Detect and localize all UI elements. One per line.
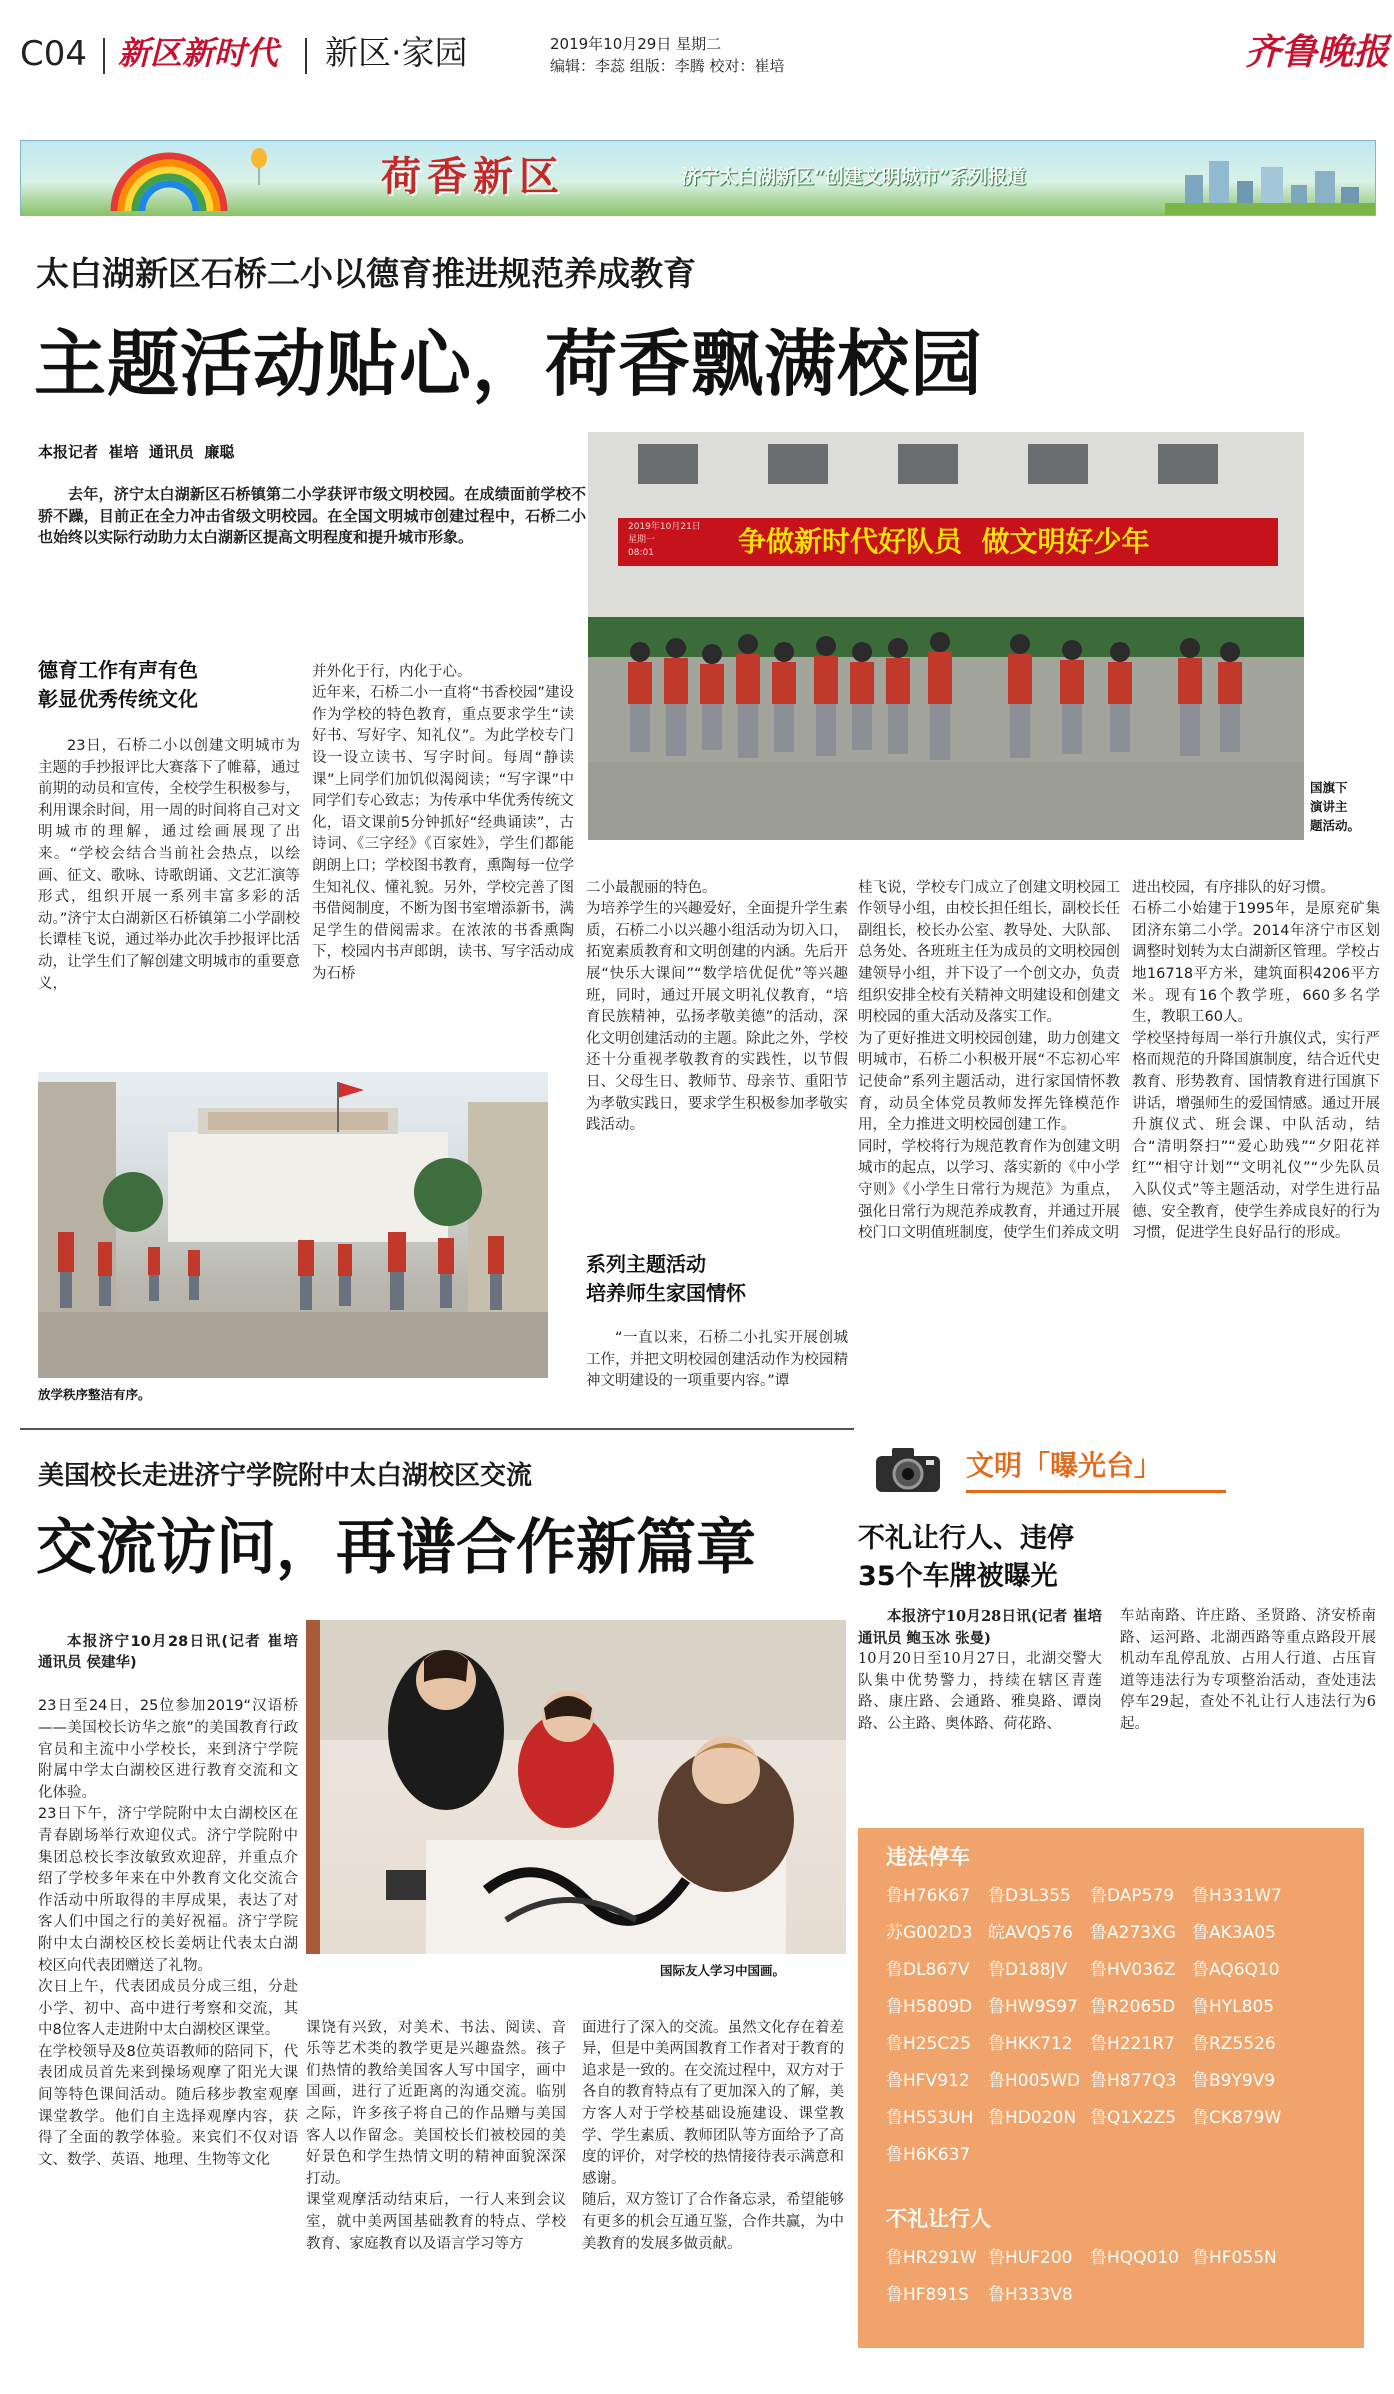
photo1-sign-text: 争做新时代好队员 做文明好少年 bbox=[738, 525, 1150, 558]
flag-ceremony-photo bbox=[588, 432, 1304, 840]
article1-column-4 bbox=[858, 856, 1120, 1266]
article1-col1-text: 23日，石桥二小以创建文明城市为主题的手抄报评比大赛落下了帷幕，通过前期的动员和宣传，全校学生积极参与，利用课余时间，用一周的时间将自己对文明城市的理解，通过绘画展现了出来。“学校会结合当前社会热点，以绘画、征文、歌咏、诗歌朗诵、文艺汇演等形式，组织开展一系列丰富多彩的活动。”济宁太白湖新区石桥镇第二小学副校长谭桂飞说，通过举办此次手抄报评比活动，让学生们了解创建文明城市的重要意义， bbox=[38, 738, 300, 992]
license-plate: 鲁HR291W bbox=[886, 2248, 977, 2268]
article1-col3b-text: “一直以来，石桥二小扎实开展创城工作，并把文明校园创建活动作为校园精神文明建设的一项重要内容。”谭 bbox=[586, 1330, 848, 1390]
license-plate: 鲁RZ5526 bbox=[1192, 2034, 1276, 2054]
no-yield-list bbox=[886, 2240, 1356, 2314]
photo3-caption: 国际友人学习中国画。 bbox=[660, 1963, 786, 1978]
license-plate: 鲁HF891S bbox=[886, 2285, 969, 2305]
article3-column-1 bbox=[858, 1606, 1102, 1736]
license-plate: 鲁HYL805 bbox=[1192, 1997, 1275, 2017]
exposure-column-title: 文明「曝光台」 bbox=[966, 1449, 1163, 1482]
article2-column-2 bbox=[306, 1996, 566, 2277]
article1-column-3b bbox=[586, 1328, 848, 1393]
article3-column-2 bbox=[1120, 1606, 1376, 1736]
license-plate: 鲁H005WD bbox=[988, 2071, 1081, 2091]
license-plate: 鲁H5809D bbox=[886, 1997, 973, 2017]
section-title: 新区·家园 bbox=[325, 33, 468, 72]
article1-column-1 bbox=[38, 736, 300, 995]
painting-lesson-illustration bbox=[306, 1620, 846, 1954]
license-plate: 鲁D188JV bbox=[988, 1960, 1068, 1980]
license-plate: 鲁HKK712 bbox=[988, 2034, 1073, 2054]
article1-byline: 本报记者 崔培 通讯员 廉聪 bbox=[38, 443, 235, 461]
article1-col4-text: 桂飞说，学校专门成立了创建文明校园工作领导小组，由校长担任组长，副校长任副组长，校长办公室、教导处、大队部、总务处、各班班主任为成员的文明校园创建领导小组，并下设了一个创文办，负责组织安排全校有关精神文明建设和创建文明校园的重大活动及落实工作。 为了更好推进文明校园创建，助力创建文明城市，石桥二小积极开展“不忘初心牢记使命”系列主题活动，进行家国情怀教育，动员全体党员教师发挥先锋模范作用，全力推进文明校园创建工作。 同时，学校将行为规范教育作为创建文明城市的起点，以学习、落实新的《中小学守则》《小学生日常行为规范》为重点，强化日常行为规范养成教育，并通过开展校门口文明值班制度，使学生们养成文明 bbox=[858, 879, 1120, 1242]
rainbow-icon bbox=[99, 141, 239, 215]
license-plate: 鲁H333V8 bbox=[988, 2285, 1073, 2305]
banner-subtitle: 济宁太白湖新区“创建文明城市”系列报道 bbox=[681, 166, 1026, 188]
article3-text-b: 车站南路、许庄路、圣贤路、济安桥南路、运河路、北湖西路等重点路段开展机动车乱停乱放、占用人行道、占压盲道等违法行为专项整治活动，查处违法停车29起，查处不礼让行人违法行为6起。 bbox=[1120, 1608, 1376, 1732]
license-plate: 鲁H6K637 bbox=[886, 2145, 971, 2165]
article2-col3-text: 面进行了深入的交流。虽然文化存在着差异，但是中美两国教育工作者对于教育的追求是一致的。在交流过程中，双方对于各自的教育特点有了更加深入的了解，美方客人对于学校基础设施建设、课堂教学、学生素质、教师团队等方面给予了高度的评价，对学校的热情接待表示满意和感谢。 随后，双方签订了合作备忘录，希望能够有更多的机会互通互鉴，合作共赢，为中美教育的发展多做贡献。 bbox=[582, 2019, 844, 2252]
series-banner bbox=[20, 140, 1376, 216]
article1-column-5 bbox=[1132, 856, 1380, 1266]
license-plate: 鲁H877Q3 bbox=[1090, 2071, 1177, 2091]
article1-column-2 bbox=[312, 640, 574, 1007]
banner-title: 荷香新区 bbox=[381, 153, 565, 200]
article2-headline: 交流访问，再谱合作新篇章 bbox=[36, 1513, 756, 1583]
license-plate: 鲁HUF200 bbox=[988, 2248, 1073, 2268]
header-divider bbox=[305, 38, 307, 74]
photo1-screen-date: 2019年10月21日 星期一 08:01 bbox=[628, 522, 701, 558]
no-yield-title: 不礼让行人 bbox=[886, 2207, 991, 2231]
dismissal-photo bbox=[38, 1072, 548, 1378]
article2-byline: 本报济宁10月28日讯(记者 崔培 通讯员 侯建华) bbox=[38, 1633, 298, 1672]
plates-box bbox=[858, 1828, 1364, 2348]
article3-text-a: 10月20日至10月27日，北湖交警大队集中优势警力，持续在辖区青莲路、康庄路、会通路、雅臭路、谭岗路、公主路、奥体路、荷花路、 bbox=[858, 1651, 1102, 1732]
license-plate: 鲁HD020N bbox=[988, 2108, 1077, 2128]
license-plate: 鲁DAP579 bbox=[1090, 1886, 1175, 1906]
article1-kicker: 太白湖新区石桥二小以德育推进规范养成教育 bbox=[36, 254, 696, 293]
header-divider bbox=[103, 38, 105, 74]
editors-line: 编辑：李蕊 组版：李腾 校对：崔培 bbox=[550, 57, 785, 75]
license-plate: 鲁HF055N bbox=[1192, 2248, 1277, 2268]
license-plate: 鲁H331W7 bbox=[1192, 1886, 1282, 1906]
article2-kicker: 美国校长走进济宁学院附中太白湖校区交流 bbox=[38, 1461, 533, 1491]
painting-class-photo bbox=[306, 1620, 846, 1954]
paper-section-logo: 新区新时代 bbox=[118, 34, 279, 72]
article1-col3-text: 二小最靓丽的特色。 为培养学生的兴趣爱好，全面提升学生素质，石桥二小以兴趣小组活动为切入口，拓宽素质教育和文明创建的内涵。先后开展“快乐大课间”“数学培优促优”等兴趣班，同时，通过开展文明礼仪教育，“培育民族精神，弘扬孝敬美德”的活动，深化文明创建活动的主题。除此之外，学校还十分重视孝敬教育的实践性，以节假日、父母生日、教师节、母亲节、重阳节为孝敬实践日，要求学生积极参加孝敬实践活动。 bbox=[586, 879, 848, 1134]
license-plate: 鲁R2065D bbox=[1090, 1997, 1176, 2017]
photo2-caption: 放学秩序整洁有序。 bbox=[38, 1387, 151, 1402]
article2-col1-text: 23日至24日，25位参加2019“汉语桥——美国校长访华之旅”的美国教育行政官员和主流中小学校长，来到济宁学院附属中学太白湖校区进行教育交流和文化体验。 23日下午，济宁学院附中太白湖校区在青春剧场举行欢迎仪式。济宁学院附中集团总校长李汝敏致欢迎辞，并重点介绍了学校多年来在中外教育文化交流合作活动中所取得的丰厚成果，表达了对客人们中国之行的美好祝福。济宁学院附中太白湖校区校长姜炳让代表太白湖校区向代表团赠送了礼物。 次日上午，代表团成员分成三组，分赴小学、初中、高中进行考察和交流，其中8位客人走进附中太白湖校区课堂。 在学校领导及8位英语教师的陪同下，代表团成员首先来到操场观摩了阳光大课间等特色课间活动。随后移步教室观摩课堂教学。他们自主选择观摩内容，获得了全面的教学体验。来宾们不仅对语文、数学、英语、地理、生物等文化 bbox=[38, 1698, 298, 2168]
license-plate: 鲁H221R7 bbox=[1090, 2034, 1175, 2054]
license-plate: 鲁D3L355 bbox=[988, 1886, 1071, 1906]
masthead-logo: 齐鲁晚报 bbox=[1245, 31, 1390, 73]
license-plate: 苏G002D3 bbox=[886, 1923, 973, 1943]
license-plate: 鲁DL867V bbox=[886, 1960, 970, 1980]
camera-icon-graphic bbox=[872, 1442, 944, 1494]
license-plate: 鲁HW9S97 bbox=[988, 1997, 1078, 2017]
article1-headline: 主题活动贴心，荷香飘满校园 bbox=[34, 322, 984, 406]
article1-col5-text: 进出校园，有序排队的好习惯。 石桥二小始建于1995年，是原兖矿集团济东第二小学。2014年济宁市区划调整时划转为太白湖新区管理。学校占地16718平方米，建筑面积4206平方米。现有16个教学班，660多名学生，教职工60人。 学校坚持每周一举行升旗仪式，实行严格而规范的升降国旗制度，结合近代史教育、形势教育、国情教育进行国旗下讲话，增强师生的爱国情感。通过开展升旗仪式、班会课、中队活动，结合“清明祭扫”“爱心助残”“夕阳花祥红”“相守计划”“文明礼仪”“少先队员入队仪式”等主题活动，对学生进行品德、安全教育，使学生养成良好的行为习惯，促进学生良好品行的形成。 bbox=[1132, 879, 1380, 1242]
schoolyard-illustration bbox=[38, 1072, 548, 1378]
article1-subhead-1: 德育工作有声有色 彰显优秀传统文化 bbox=[38, 658, 198, 711]
license-plate: 鲁AK3A05 bbox=[1192, 1923, 1276, 1943]
article1-subhead-2: 系列主题活动 培养师生家国情怀 bbox=[586, 1252, 746, 1305]
license-plate: 鲁H25C25 bbox=[886, 2034, 971, 2054]
article3-headline: 不礼让行人、违停 35个车牌被曝光 bbox=[858, 1523, 1074, 1592]
article3-byline: 本报济宁10月28日讯(记者 崔培 通讯员 鲍玉冰 张曼) bbox=[858, 1608, 1102, 1647]
section-divider bbox=[20, 1428, 854, 1430]
article2-col2-text: 课饶有兴致，对美术、书法、阅读、音乐等艺术类的教学更是兴趣盎然。孩子们热情的教给美国客人写中国字，画中国画，进行了近距离的沟通交流。临别之际，许多孩子将自己的作品赠与美国客人以作留念。美国校长们被校园的美好景色和学生热情文明的精神面貌深深打动。 课堂观摩活动结束后，一行人来到会议室，就中美两国基础教育的特点、学校教育、家庭教育以及语言学习等方 bbox=[306, 2019, 566, 2252]
camera-icon bbox=[872, 1442, 944, 1494]
lead-paragraph: 去年，济宁太白湖新区石桥镇第二小学获评市级文明校园。在成绩面前学校不骄不躁，目前正在全力冲击省级文明校园。在全国文明城市创建过程中，石桥二小也始终以实际行动助力太白湖新区提高文明程度和提升城市形象。 bbox=[38, 485, 586, 547]
illegal-parking-list bbox=[886, 1878, 1356, 2174]
license-plate: 鲁B9Y9V9 bbox=[1192, 2071, 1276, 2091]
illegal-parking-title: 违法停车 bbox=[886, 1845, 970, 1869]
cityscape-illustration bbox=[1165, 141, 1375, 215]
license-plate: 鲁H553UH bbox=[886, 2108, 974, 2128]
license-plate: 鲁A273XG bbox=[1090, 1923, 1176, 1943]
balloon-icon bbox=[249, 147, 269, 187]
exposure-title-underline bbox=[966, 1490, 1226, 1493]
license-plate: 鲁HV036Z bbox=[1090, 1960, 1176, 1980]
license-plate: 鲁Q1X2Z5 bbox=[1090, 2108, 1177, 2128]
article1-col2-text: 并外化于行，内化于心。 近年来，石桥二小一直将“书香校园”建设作为学校的特色教育，重点要求学生“读好书、写好字、知礼仪”。为此学校专门设一设立读书、写字时间。每周“静读课”上同学们加饥似渴阅读；“写字课”中同学们专心致志；为传承中华优秀传统文化，语文课前5分钟抓好“经典诵读”，古诗词、《三字经》《百家姓》，学生们都能朗朗上口；学校图书教育，熏陶每一位学生知礼仪、懂礼貌。另外，学校完善了图书借阅制度，不断为图书室增添新书，满足学生的借阅需求。在浓浓的书香熏陶下，校园内书声郎朗，读书、写字活动成为石桥 bbox=[312, 663, 574, 982]
license-plate: 鲁HFV912 bbox=[886, 2071, 970, 2091]
article1-lead bbox=[38, 484, 586, 549]
license-plate: 鲁H76K67 bbox=[886, 1886, 971, 1906]
issue-date: 2019年10月29日 星期二 bbox=[550, 35, 722, 53]
license-plate: 鲁HQQ010 bbox=[1090, 2248, 1179, 2268]
article2-column-3 bbox=[582, 1996, 844, 2277]
article1-column-3 bbox=[586, 856, 848, 1158]
license-plate: 皖AVQ576 bbox=[988, 1923, 1073, 1943]
page-number: C04 bbox=[20, 34, 88, 74]
students-illustration bbox=[588, 432, 1304, 840]
license-plate: 鲁AQ6Q10 bbox=[1192, 1960, 1280, 1980]
license-plate: 鲁CK879W bbox=[1192, 2108, 1282, 2128]
photo1-caption: 国旗下 演讲主 题活动。 bbox=[1310, 780, 1361, 833]
article2-column-1 bbox=[38, 1610, 298, 2193]
